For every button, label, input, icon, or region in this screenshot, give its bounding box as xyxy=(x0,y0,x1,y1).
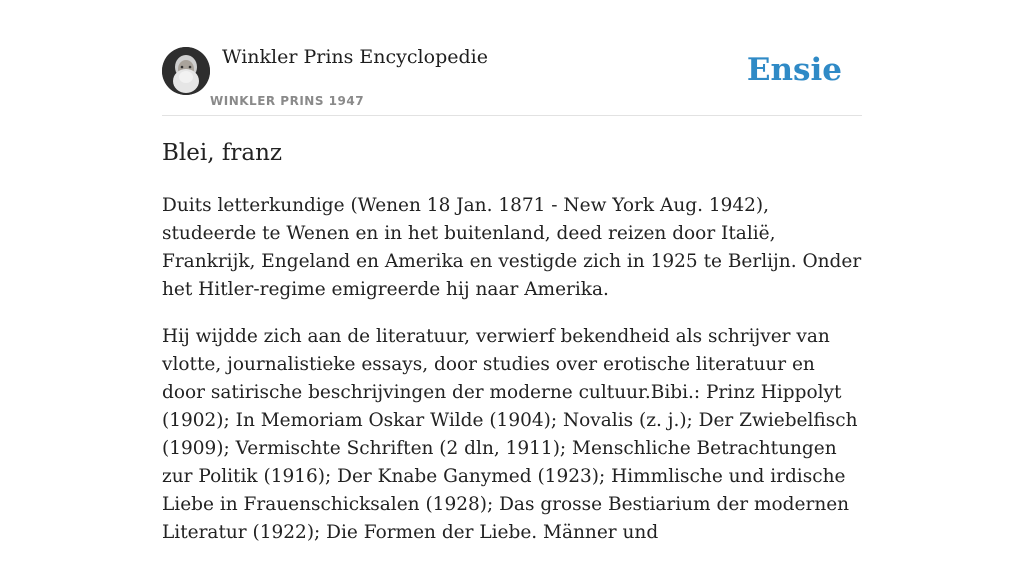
site-title[interactable]: Winkler Prins Encyclopedie xyxy=(222,46,488,68)
article-paragraph: Hij wijdde zich aan de literatuur, verwierf bekendheid als schrijver van vlotte, journalistieke essays, door studies over erotische literatuur en door satirische beschrijvingen der moderne cultuur.Bibi.: Prinz Hippolyt (1902); In Memoriam Oskar Wilde (1904); Novalis (z. j.); Der Zwiebelfisch (1909); Vermischte Schriften (2 dln, 1911); Menschliche Betrachtungen zur Politik (1916); Der Knabe Ganymed (1923); Himmlische und irdische Liebe in Frauenschicksalen (1928); Das grosse Bestiarium der modernen Literatur (1922); Die Formen der Liebe. Männer und xyxy=(162,326,858,543)
article-paragraph: Duits letterkundige (Wenen 18 Jan. 1871 - New York Aug. 1942), studeerde te Wenen en in het buitenland, deed reizen door Italië, Frankrijk, Engeland en Amerika en vestigde zich in 1925 te Berlijn. Onder het Hitler-regime emigreerde hij naar Amerika. xyxy=(162,195,862,300)
site-header xyxy=(162,0,862,116)
brand-logo[interactable]: Ensie xyxy=(746,52,842,88)
article-body xyxy=(162,192,862,566)
page-container xyxy=(162,0,862,543)
edition-label[interactable]: WINKLER PRINS 1947 xyxy=(210,94,365,108)
article-title: Blei, franz xyxy=(162,140,282,166)
portrait-avatar-icon[interactable] xyxy=(162,47,210,95)
